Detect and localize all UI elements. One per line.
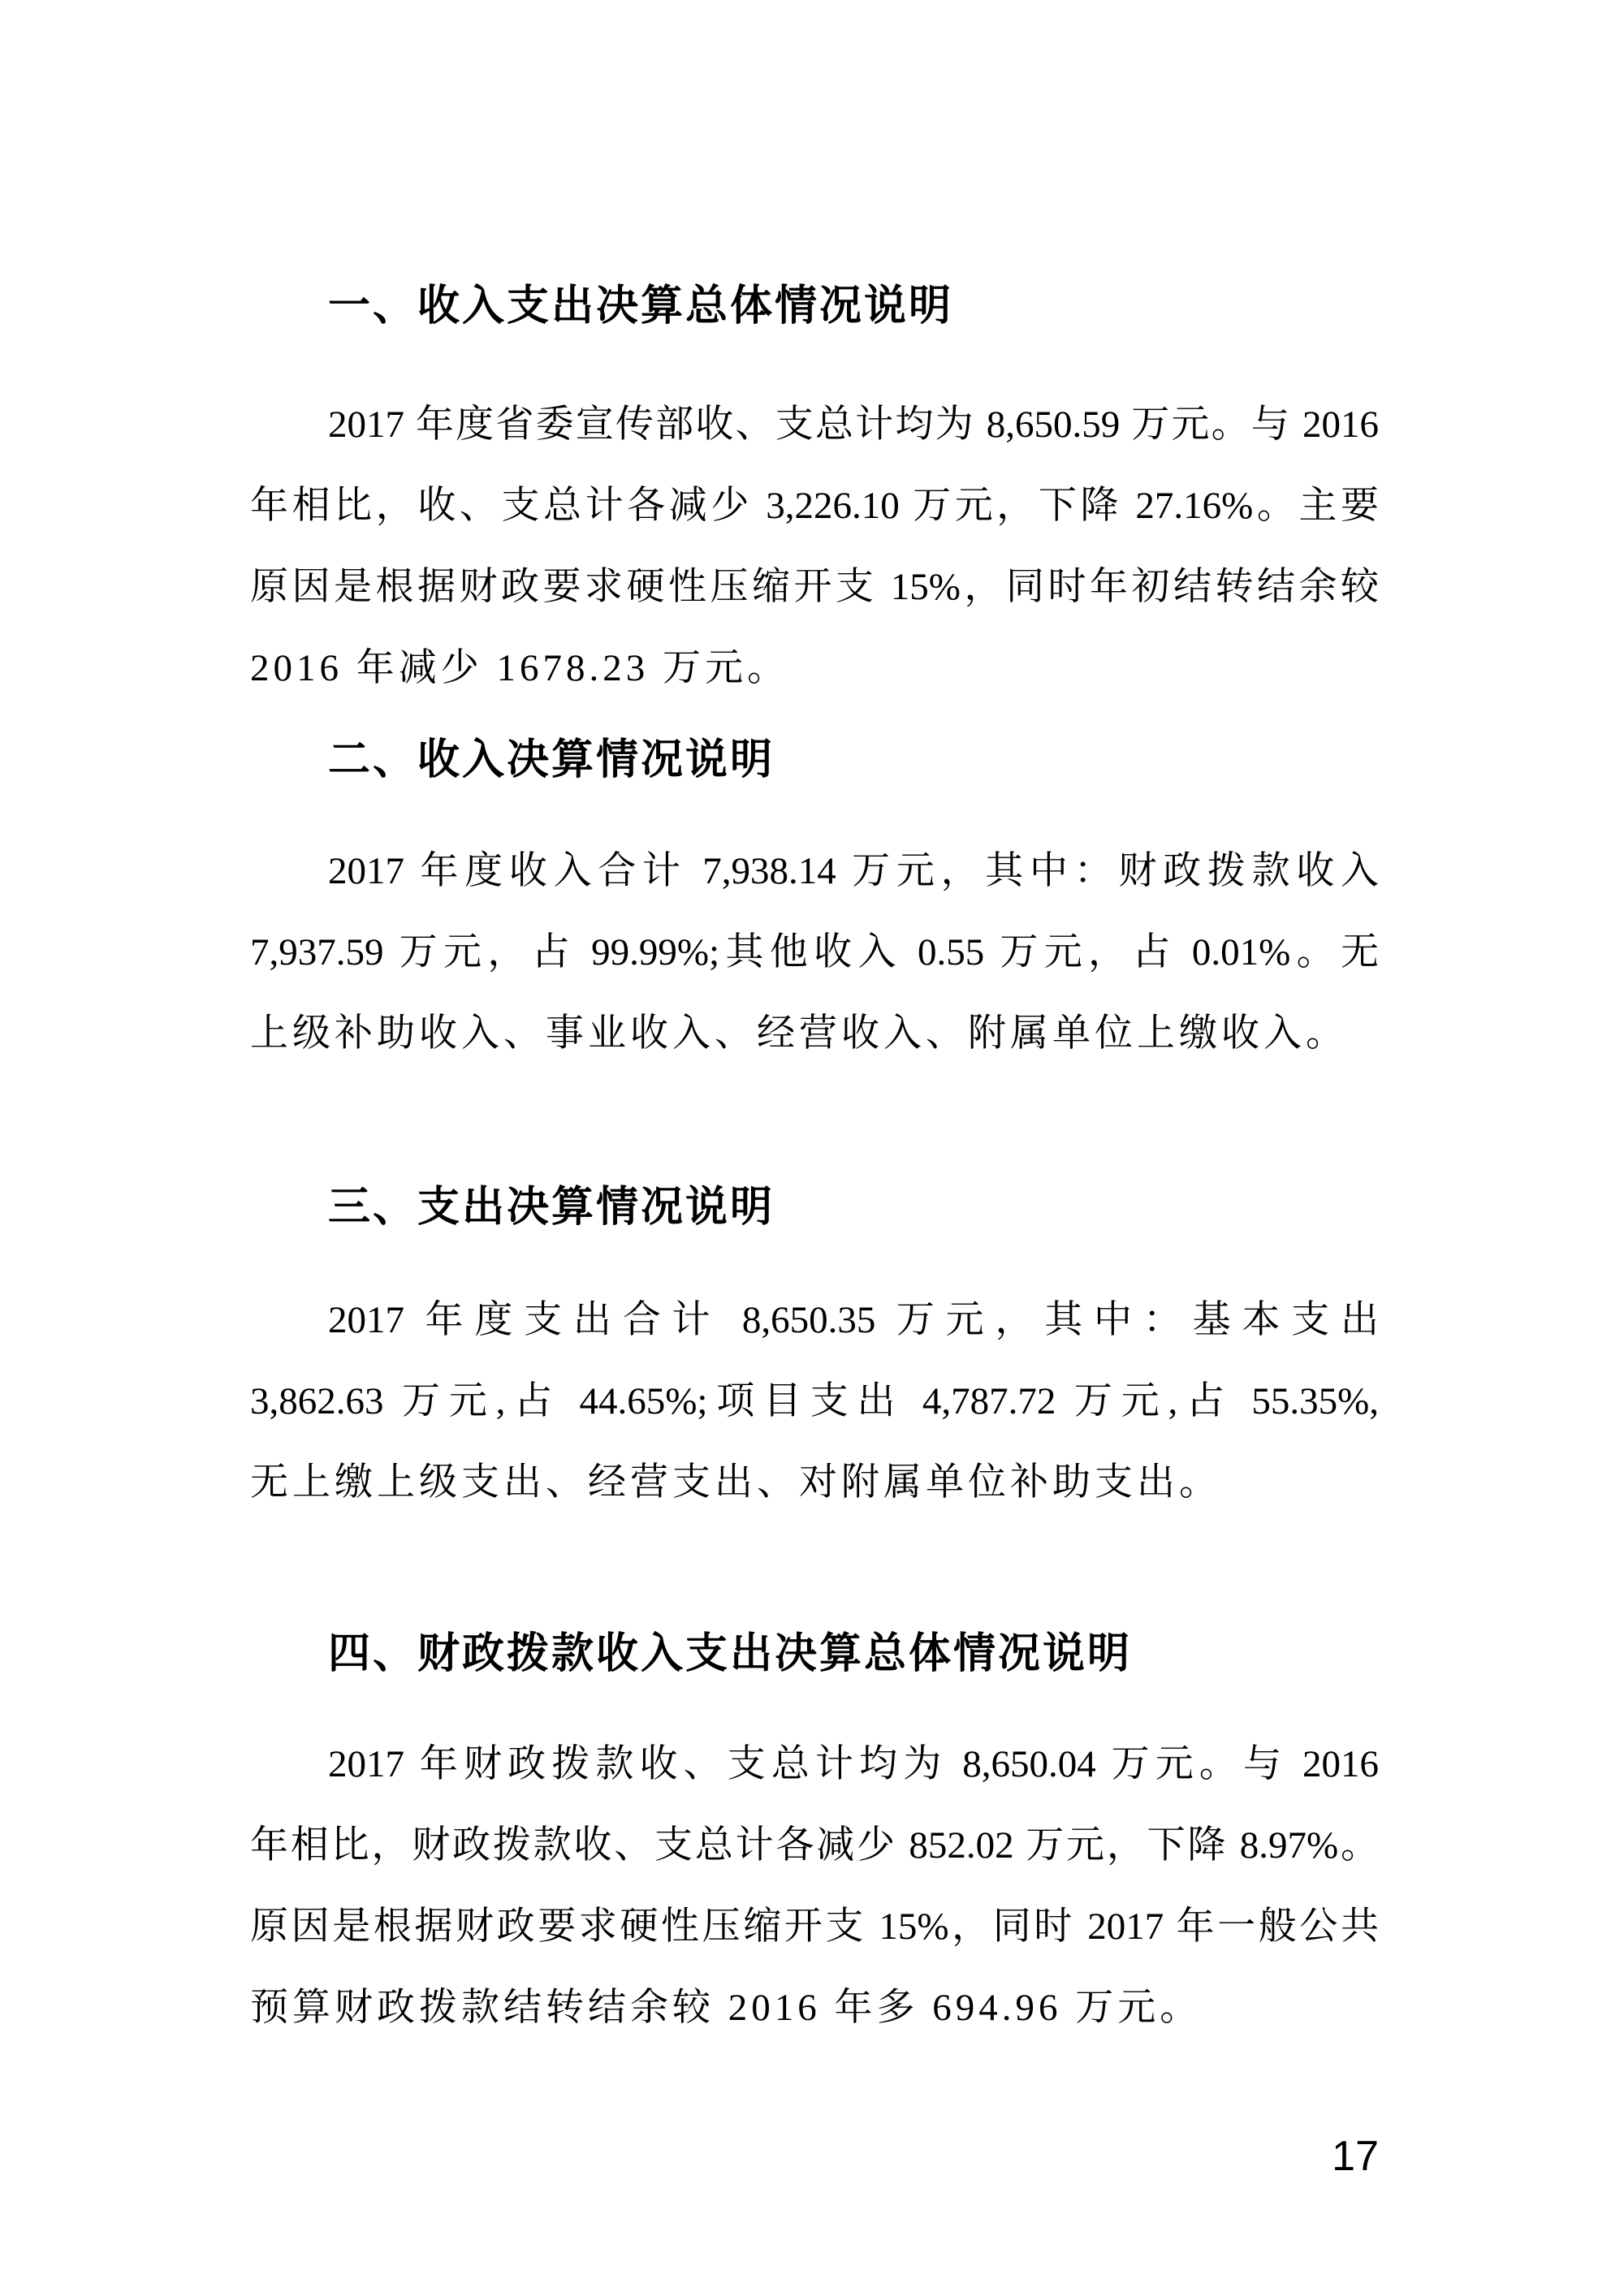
section-2-paragraph xyxy=(250,831,1379,1074)
text-line: 原因是根据财政要求硬性压缩开支 15%，同时年初结转结余较 xyxy=(250,566,1379,608)
text-line: 年相比，收、支总计各减少 3,226.10 万元，下降 27.16%。主要 xyxy=(250,485,1379,527)
section-4-paragraph xyxy=(250,1724,1379,2048)
section-3-heading: 三、支出决算情况说明 xyxy=(328,1184,775,1231)
section-expenditure-final-accounts xyxy=(250,1167,1379,1523)
section-1-heading: 一、收入支出决算总体情况说明 xyxy=(328,283,954,330)
section-4-heading: 四、财政拨款收入支出决算总体情况说明 xyxy=(328,1630,1133,1677)
text-line: 预算财政拨款结转结余较 2016 年多 694.96 万元。 xyxy=(250,1987,1203,2029)
section-income-expenditure-overall xyxy=(250,265,1379,709)
section-2-heading: 二、收入决算情况说明 xyxy=(328,736,775,783)
text-line: 7,937.59 万元，占 99.99%;其他收入 0.55 万元，占 0.01%。无 xyxy=(250,931,1379,973)
section-income-final-accounts xyxy=(250,719,1379,1074)
text-line: 2016 年减少 1678.23 万元。 xyxy=(250,647,789,689)
text-line: 2017 年财政拨款收、支总计均为 8,650.04 万元。与 2016 xyxy=(328,1743,1379,1785)
text-line: 年相比，财政拨款收、支总计各减少 852.02 万元，下降 8.97%。 xyxy=(250,1824,1379,1867)
text-line: 无上缴上级支出、经营支出、对附属单位补助支出。 xyxy=(250,1461,1221,1504)
section-fiscal-appropriation-overall xyxy=(250,1613,1379,2048)
text-line: 2017 年度支出合计 8,650.35 万元，其中：基本支出 xyxy=(328,1299,1379,1341)
text-line: 2017 年度收入合计 7,938.14 万元，其中：财政拨款收入 xyxy=(328,850,1379,892)
section-1-paragraph xyxy=(250,384,1379,709)
section-3-paragraph xyxy=(250,1280,1379,1523)
text-line: 上级补助收入、事业收入、经营收入、附属单位上缴收入。 xyxy=(250,1012,1348,1055)
page-number: 17 xyxy=(1332,2133,1379,2180)
report-page-content xyxy=(250,265,1379,2197)
text-line: 3,862.63 万元,占 44.65%;项目支出 4,787.72 万元,占 55.35%, xyxy=(250,1380,1379,1422)
text-line: 2017 年度省委宣传部收、支总计均为 8,650.59 万元。与 2016 xyxy=(328,404,1379,446)
text-line: 原因是根据财政要求硬性压缩开支 15%，同时 2017 年一般公共 xyxy=(250,1905,1379,1948)
